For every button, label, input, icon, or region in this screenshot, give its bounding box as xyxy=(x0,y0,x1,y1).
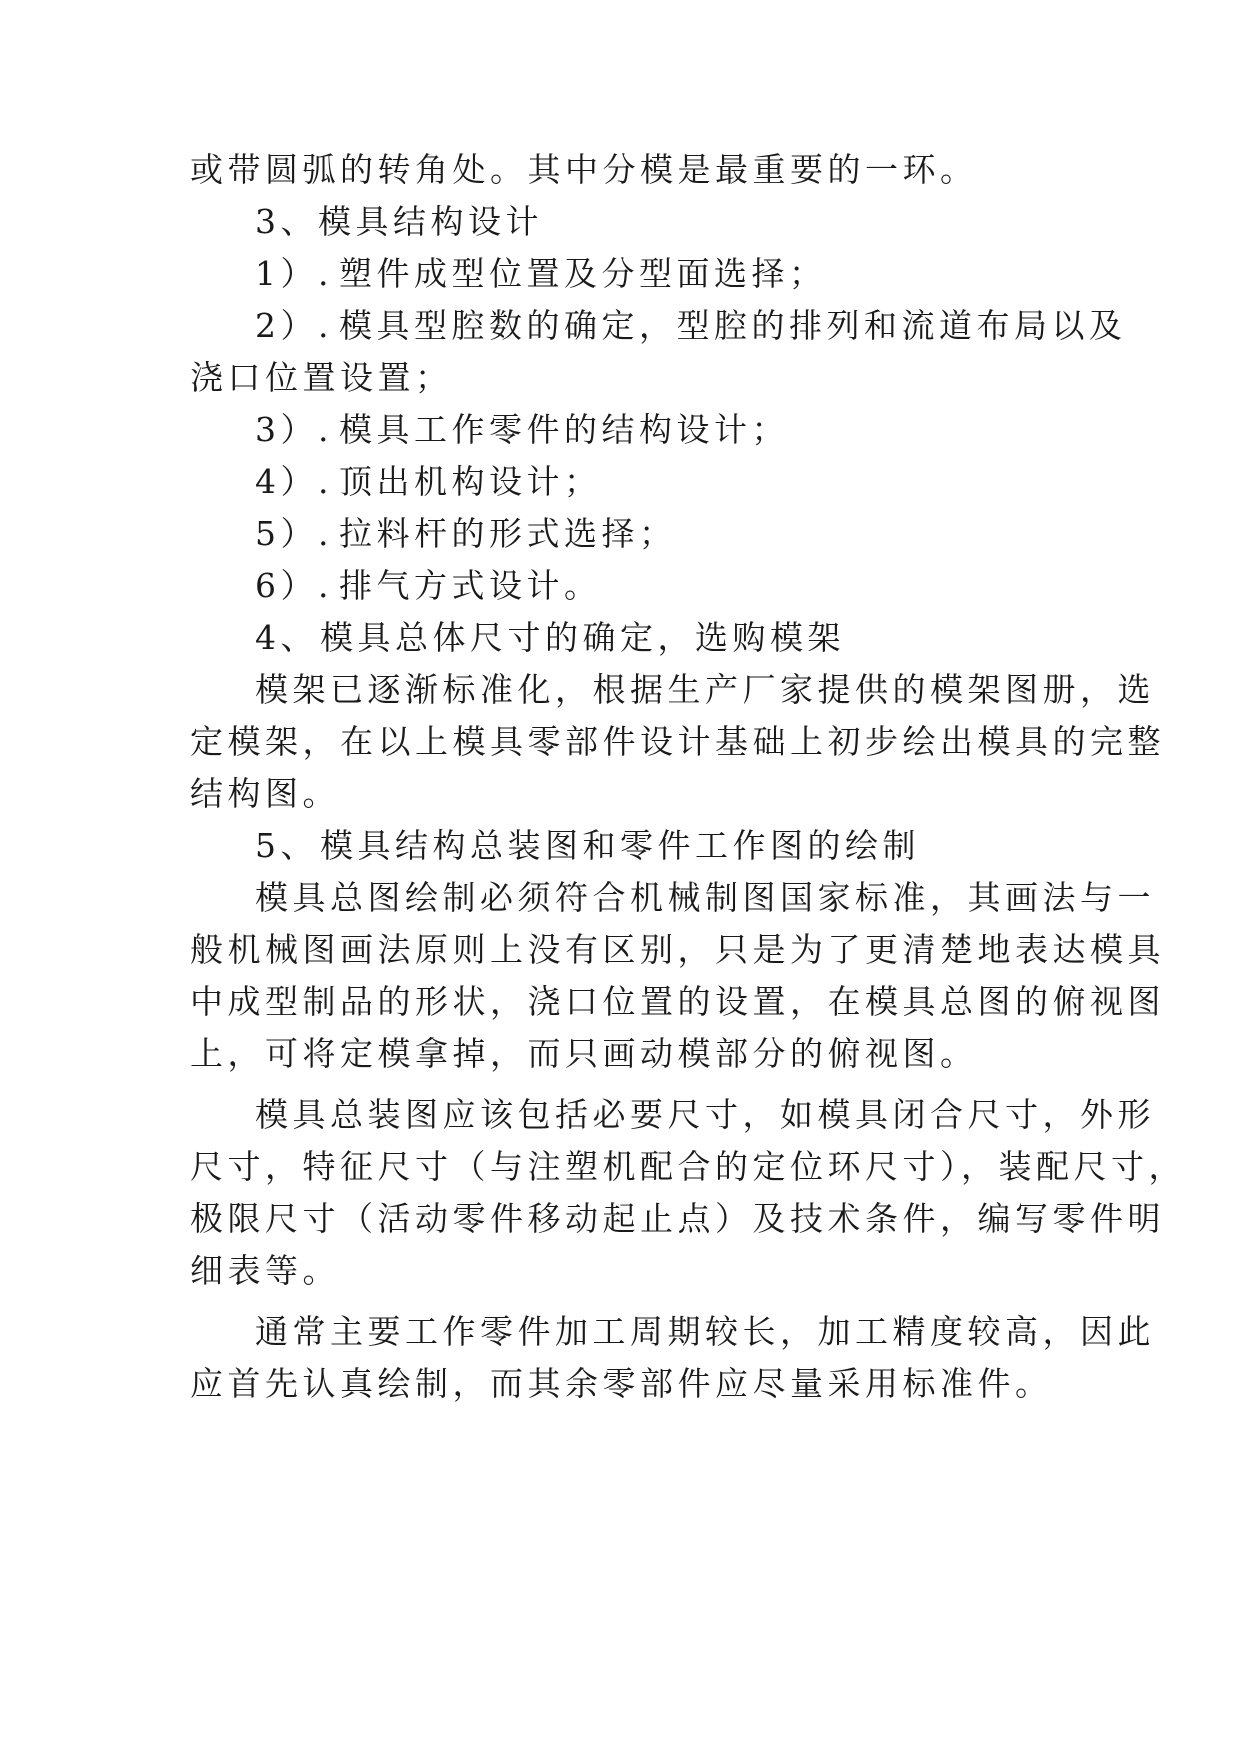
line-text: 结构图。 xyxy=(190,774,340,813)
list-item-2 xyxy=(255,304,1127,348)
list-number: 5）. xyxy=(255,514,333,553)
text-line xyxy=(255,1310,1155,1354)
line-text: 尺寸，特征尺寸（与注塑机配合的定位环尺寸），装配尺寸， xyxy=(190,1147,1186,1186)
list-number: 3）. xyxy=(255,410,333,449)
text-line xyxy=(190,1145,1186,1189)
section-heading-5 xyxy=(255,824,920,868)
text-line xyxy=(255,876,1155,920)
text-line xyxy=(255,1093,1155,1137)
line-text: 模架已逐渐标准化，根据生产厂家提供的模架图册，选 xyxy=(255,670,1155,709)
line-text: 或带圆弧的转角处。其中分模是最重要的一环。 xyxy=(190,150,978,189)
line-text: 中成型制品的形状，浇口位置的设置，在模具总图的俯视图 xyxy=(190,982,1165,1021)
line-text: 极限尺寸（活动零件移动起止点）及技术条件，编写零件明 xyxy=(190,1199,1165,1238)
heading-number: 5、 xyxy=(255,826,318,865)
text-line xyxy=(190,1249,340,1293)
line-text: 通常主要工作零件加工周期较长，加工精度较高，因此 xyxy=(255,1312,1155,1351)
line-text: 模具总装图应该包括必要尺寸，如模具闭合尺寸，外形 xyxy=(255,1095,1155,1134)
list-number: 2）. xyxy=(255,306,333,345)
line-text: 模具总图绘制必须符合机械制图国家标准，其画法与一 xyxy=(255,878,1155,917)
text-line xyxy=(190,980,1165,1024)
text-line xyxy=(190,1362,1053,1406)
heading-text: 模具结构总装图和零件工作图的绘制 xyxy=(320,826,920,865)
list-number: 4）. xyxy=(255,462,333,501)
line-text: 细表等。 xyxy=(190,1251,340,1290)
line-text: 应首先认真绘制，而其余零部件应尽量采用标准件。 xyxy=(190,1364,1053,1403)
line-text: 定模架，在以上模具零部件设计基础上初步绘出模具的完整 xyxy=(190,722,1165,761)
section-heading-3 xyxy=(255,200,543,244)
line-text: 上，可将定模拿掉，而只画动模部分的俯视图。 xyxy=(190,1034,978,1073)
line-text: 般机械图画法原则上没有区别，只是为了更清楚地表达模具 xyxy=(190,930,1165,969)
list-item-3 xyxy=(255,408,789,452)
list-item-5 xyxy=(255,512,677,556)
text-line xyxy=(255,668,1155,712)
list-number: 6）. xyxy=(255,566,333,605)
list-number: 1）. xyxy=(255,254,333,293)
list-text: 排气方式设计。 xyxy=(339,566,602,605)
text-line xyxy=(190,772,340,816)
list-text: 塑件成型位置及分型面选择； xyxy=(339,254,827,293)
list-text: 模具工作零件的结构设计； xyxy=(339,410,789,449)
text-line xyxy=(190,148,978,192)
heading-text: 模具总体尺寸的确定，选购模架 xyxy=(320,618,845,657)
list-text: 顶出机构设计； xyxy=(339,462,602,501)
list-text: 拉料杆的形式选择； xyxy=(339,514,677,553)
section-heading-4 xyxy=(255,616,845,660)
list-text: 模具型腔数的确定，型腔的排列和流道布局以及 xyxy=(339,306,1127,345)
text-line xyxy=(190,1032,978,1076)
heading-text: 3、模具结构设计 xyxy=(255,202,543,241)
text-line xyxy=(190,720,1165,764)
text-line xyxy=(190,928,1165,972)
list-item-6 xyxy=(255,564,602,608)
heading-number: 4、 xyxy=(255,618,318,657)
text-line xyxy=(190,356,453,400)
line-text: 浇口位置设置； xyxy=(190,358,453,397)
list-item-4 xyxy=(255,460,602,504)
text-line xyxy=(190,1197,1165,1241)
list-item-1 xyxy=(255,252,827,296)
